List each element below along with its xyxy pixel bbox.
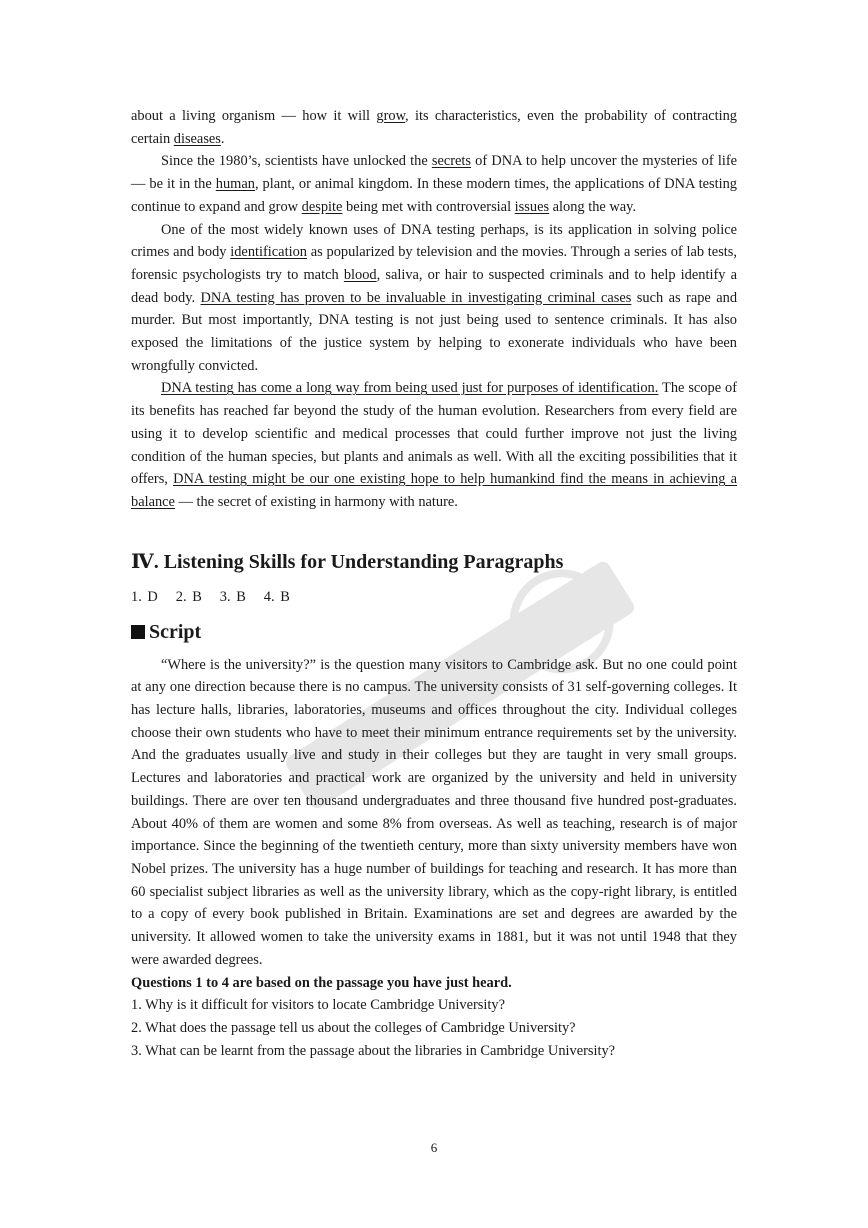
- text-run: Since the 1980’s, scientists have unlocked the: [161, 153, 432, 170]
- script-heading-label: Script: [149, 620, 202, 643]
- text-run: as popularized by television and the movies. Through a series of lab tests, forensic psychologists try to match: [131, 244, 737, 283]
- text-run: , saliva, or hair to suspected criminals and to help identify a dead body.: [131, 266, 737, 306]
- answer-3: 3. B: [219, 588, 246, 605]
- section-title: Ⅳ. Listening Skills for Understanding Paragraphs: [131, 550, 564, 573]
- underlined-word: despite: [301, 198, 343, 215]
- question-item: 2. What does the passage tell us about the colleges of Cambridge University?: [131, 1019, 576, 1036]
- text-run: , plant, or animal kingdom. In these modern times, the applications of DNA testing continue to expand and grow: [131, 176, 737, 215]
- text-run: along the way.: [549, 198, 637, 215]
- answer-2: 2. B: [175, 588, 202, 605]
- question-item: 3. What can be learnt from the passage about the libraries in Cambridge University?: [131, 1042, 616, 1059]
- page-number: 6: [430, 1140, 438, 1155]
- text-run: of DNA to help uncover the mysteries of life — be it in the: [131, 153, 737, 193]
- paragraph-dna-intro-end: [131, 105, 737, 150]
- underlined-word: identification: [230, 244, 307, 261]
- text-run: The scope of its benefits has reached far beyond the study of the human evolution. Researchers from every field are using it to develop scientific and medical processes that could further improve not just the living condition of the human species, but plants and animals as well. With all the exciting possibilities that it offers,: [131, 380, 737, 488]
- underlined-word: human: [215, 176, 255, 193]
- underlined-word: issues: [514, 198, 550, 215]
- question-item: 1. Why is it difficult for visitors to locate Cambridge University?: [131, 997, 505, 1014]
- underlined-word: secrets: [431, 153, 472, 170]
- text-run: being met with controversial: [342, 198, 515, 215]
- document-body: [131, 105, 737, 1062]
- answer-key: [131, 586, 737, 608]
- text-run: — the secret of existing in harmony with nature.: [174, 493, 458, 510]
- square-bullet-icon: [131, 625, 145, 639]
- paragraph-dna-future: [131, 377, 737, 513]
- underlined-sentence: DNA testing has proven to be invaluable in investigating criminal cases: [200, 289, 632, 306]
- underlined-sentence: DNA testing has come a long way from being used just for purposes of identification.: [161, 380, 659, 397]
- text-run: , its characteristics, even the probability of contracting certain: [131, 108, 737, 147]
- text-run: such as rape and murder. But most importantly, DNA testing is not just being used to sentence criminals. It has also exposed the limitations of the justice system by helping to exonerate individuals who have been wrongfully convicted.: [131, 289, 738, 374]
- paragraph-dna-forensics: [131, 219, 737, 378]
- underlined-word: diseases: [173, 130, 221, 147]
- text-run: .: [220, 130, 225, 147]
- text-run: One of the most widely known uses of DNA testing perhaps, is its application in solving police crimes and body: [131, 221, 737, 261]
- underlined-sentence: DNA testing might be our one existing hope to help humankind find the means in achieving a balance: [131, 471, 738, 510]
- questions-heading: Questions 1 to 4 are based on the passage you have just heard.: [131, 974, 512, 991]
- underlined-word: blood: [343, 266, 377, 283]
- script-text: “Where is the university?” is the question many visitors to Cambridge ask. But no one could point at any one direction because there is no campus. The university consists of 31 self-governing colleges. It has lecture halls, libraries, laboratories, museums and offices throughout the city. Individual colleges choose their own students who have to meet their minimum entrance requirements set by the university. And the graduates usually live and study in their colleges but they are taught in very small groups. Lectures and laboratories and practical work are organized by the university and held in university buildings. There are over ten thousand undergraduates and three thousand five hundred post-graduates. About 40% of them are women and some 8% from overseas. As well as teaching, research is of major importance. Since the beginning of the twentieth century, more than sixty university members have won Nobel prizes. The university has a huge number of buildings for teaching and research. It has more than 60 specialist subject libraries as well as the university library, which as the copy-right library, is entitled to a copy of every book published in Britain. Examinations are set and degrees are awarded by the university. It allowed women to take the university exams in 1881, but it was not until 1948 that they were awarded degrees.: [131, 656, 737, 968]
- paragraph-dna-history: [131, 150, 737, 218]
- answer-1: 1. D: [131, 588, 158, 605]
- underlined-word: grow: [376, 108, 406, 124]
- text-run: about a living organism — how it will: [131, 108, 377, 124]
- answer-4: 4. B: [263, 588, 290, 605]
- script-heading: [131, 618, 737, 646]
